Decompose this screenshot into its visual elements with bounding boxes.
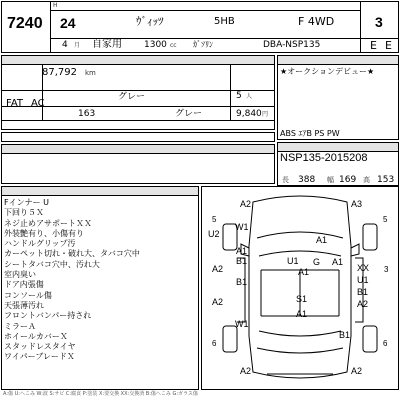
damage-mark: XX <box>357 263 370 273</box>
auction-score: 3 <box>375 14 383 30</box>
note-item: ホイールカバーＸ <box>4 331 68 341</box>
note-item: 室内臭い <box>4 270 36 280</box>
damage-mark: A2 <box>212 264 224 274</box>
interior-color: グレー <box>175 109 203 119</box>
reg-month-unit: 月 <box>74 42 81 49</box>
damage-mark: G <box>313 257 321 267</box>
lot-number: 7240 <box>7 15 43 32</box>
transmission-type: FAT <box>6 98 24 109</box>
fuel-type: ｶﾞｿﾘﾝ <box>193 40 213 49</box>
bracket-label: 6 <box>383 339 388 348</box>
note-item: 天張薄汚れ <box>4 300 44 310</box>
damage-mark: A2 <box>212 297 224 307</box>
damage-mark: B1 <box>357 287 369 297</box>
seat-unit: 人 <box>246 93 253 100</box>
bracket-label: 3 <box>384 265 389 274</box>
width-label: 幅 <box>327 176 334 184</box>
damage-mark: A1 <box>332 257 344 267</box>
model-name: ｳﾞｨｯﾂ <box>136 15 164 28</box>
length-value: 388 <box>298 175 316 185</box>
color-code: 163 <box>78 109 96 119</box>
note-item: コンソール傷 <box>4 290 52 300</box>
damage-mark: W1 <box>235 222 249 232</box>
cc-label: cc <box>170 42 177 49</box>
damage-mark: A2 <box>351 366 363 376</box>
note-item: Fインナー U <box>4 198 49 207</box>
damage-mark: A2 <box>240 366 252 376</box>
interior-grade: E <box>370 39 377 52</box>
usage-type: 自家用 <box>92 39 122 50</box>
tax-unit: 円 <box>262 111 269 118</box>
damage-mark: B1 <box>236 277 248 287</box>
damage-mark: U2 <box>208 229 220 239</box>
exterior-grade: E <box>385 39 392 52</box>
door-type: 5HB <box>214 16 235 27</box>
damage-mark: W1 <box>235 319 249 329</box>
reg-month: 4 <box>62 40 68 50</box>
seat-count: 5 <box>236 91 242 101</box>
height-value: 153 <box>377 175 395 185</box>
note-item: ミラーＡ <box>4 321 36 331</box>
equipment-text: ABS ｴｱB PS PW <box>280 129 340 138</box>
mileage-unit: km <box>85 69 96 77</box>
equipment-frame <box>1 132 275 142</box>
note-item: スタッドレスタイヤ <box>4 342 76 352</box>
damage-mark: U1 <box>287 256 299 266</box>
era-label: H <box>53 2 58 9</box>
inspector-notes-list <box>4 198 197 363</box>
damage-mark: A1 <box>316 235 328 245</box>
damage-mark: A1 <box>298 267 310 277</box>
chassis-number: NSP135-2015208 <box>280 152 368 164</box>
mileage-value: 87,792 <box>42 67 77 78</box>
note-item: シートタバコ穴中、汚れ大 <box>4 259 100 269</box>
bracket-label: 6 <box>212 339 217 348</box>
note-item: ワイパーブレードＸ <box>4 352 75 362</box>
damage-mark: S1 <box>296 294 308 304</box>
car-outline-diagram <box>201 186 399 390</box>
damage-mark: A1 <box>236 246 248 256</box>
model-code: DBA-NSP135 <box>263 40 321 50</box>
bracket-label: 5 <box>383 215 388 224</box>
note-item: ハンドルグリップ汚 <box>4 239 76 249</box>
note-item: ネジ止めアサポートＸＸ <box>4 218 92 228</box>
damage-mark: B1 <box>339 330 351 340</box>
damage-mark: A1 <box>296 309 308 319</box>
damage-mark: B1 <box>236 256 248 266</box>
height-label: 高 <box>363 176 370 184</box>
footer-legend: A:傷 U:へこみ W:波 S:サビ C:腐食 P:塗装 X:要交換 XX:交換済 B:傷へこみ G:ガラス傷 <box>3 391 198 397</box>
tax-value: 9,840 <box>236 109 262 119</box>
damage-mark: A2 <box>240 199 252 209</box>
note-item: 下回り５Ｘ <box>4 208 44 218</box>
model-year: 24 <box>60 15 76 31</box>
damage-mark: U1 <box>357 275 369 285</box>
damage-mark: A2 <box>357 299 369 309</box>
grade-text: F 4WD <box>298 15 335 28</box>
note-item: 外装艶有り、小傷有り <box>4 228 84 238</box>
damage-mark: A3 <box>351 199 363 209</box>
sales-point-text: ★オークションデビュー★ <box>280 67 375 76</box>
width-value: 169 <box>339 175 357 185</box>
note-item: ドア内張傷 <box>4 280 44 290</box>
exterior-color: グレー <box>118 92 146 102</box>
note-item: カーペット切れ・破れ大、タバコ穴中 <box>4 249 140 259</box>
length-label: 長 <box>282 176 289 184</box>
bracket-label: 5 <box>212 215 217 224</box>
aircon-type: AC <box>31 98 45 109</box>
engine-displacement: 1300 <box>144 40 167 50</box>
note-item: フロントバンパー持され <box>4 311 92 321</box>
